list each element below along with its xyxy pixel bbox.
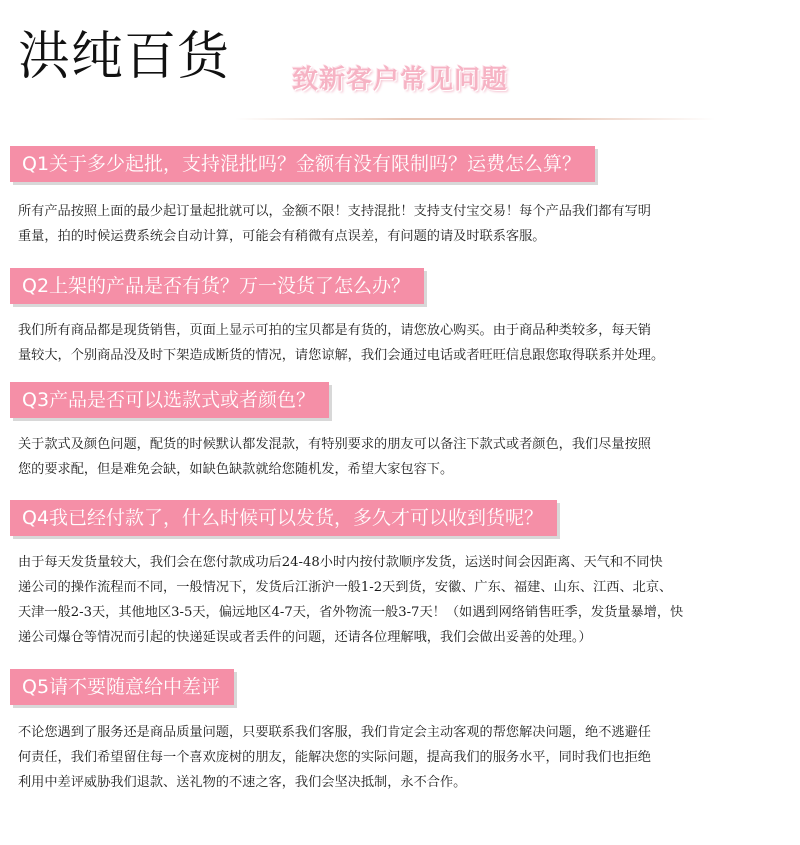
answer-line: 我们所有商品都是现货销售，页面上显示可拍的宝贝都是有货的，请您放心购买。由于商品种类较多，每天销 [18,323,651,338]
faq-answer-4 [18,550,783,650]
answer-line: 量较大，个别商品没及时下架造成断货的情况，请您谅解，我们会通过电话或者旺旺信息跟您取得联系并处理。 [18,348,665,363]
faq-answer-2 [18,318,783,368]
faq-answer-1 [18,199,783,249]
answer-line: 您的要求配，但是难免会缺，如缺色缺款就给您随机发，希望大家包容下。 [18,462,454,477]
answer-line: 递公司爆仓等情况而引起的快递延误或者丢件的问题，还请各位理解哦，我们会做出妥善的处理。） [18,630,592,645]
faq-question-5: Q5请不要随意给中差评 [10,669,234,705]
answer-line: 天津一般2-3天，其他地区3-5天，偏远地区4-7天，省外物流一般3-7天！（如遇到网络销售旺季，发货量暴增，快 [18,605,684,620]
answer-line: 关于款式及颜色问题，配货的时候默认都发混款，有特别要求的朋友可以备注下款式或者颜色，我们尽量按照 [18,437,651,452]
faq-answer-3 [18,432,783,482]
header-divider [235,118,715,120]
faq-answer-5 [18,720,783,795]
faq-banner-title: 致新客户常见问题 [292,65,509,95]
shop-title: 洪纯百货 [18,27,231,87]
answer-line: 不论您遇到了服务还是商品质量问题，只要联系我们客服，我们肯定会主动客观的帮您解决问题，绝不逃避任 [18,725,651,740]
faq-question-4: Q4我已经付款了，什么时候可以发货，多久才可以收到货呢？ [10,500,557,536]
answer-line: 重量，拍的时候运费系统会自动计算，可能会有稍微有点误差，有问题的请及时联系客服。 [18,229,546,244]
faq-question-2: Q2上架的产品是否有货？万一没货了怎么办？ [10,268,424,304]
answer-line: 递公司的操作流程而不同，一般情况下，发货后江浙沪一般1-2天到货，安徽、广东、福建、山东、江西、北京、 [18,580,673,595]
answer-line: 由于每天发货量较大，我们会在您付款成功后24-48小时内按付款顺序发货，运送时间会因距离、天气和不同快 [18,555,663,570]
answer-line: 何责任，我们希望留住每一个喜欢庞树的朋友，能解决您的实际问题，提高我们的服务水平，同时我们也拒绝 [18,750,651,765]
faq-question-3: Q3产品是否可以选款式或者颜色？ [10,382,329,418]
answer-line: 所有产品按照上面的最少起订量起批就可以，金额不限！支持混批！支持支付宝交易！每个产品我们都有写明 [18,204,651,219]
faq-question-1: Q1关于多少起批，支持混批吗？金额有没有限制吗？运费怎么算？ [10,146,595,182]
answer-line: 利用中差评威胁我们退款、送礼物的不速之客，我们会坚决抵制，永不合作。 [18,775,467,790]
